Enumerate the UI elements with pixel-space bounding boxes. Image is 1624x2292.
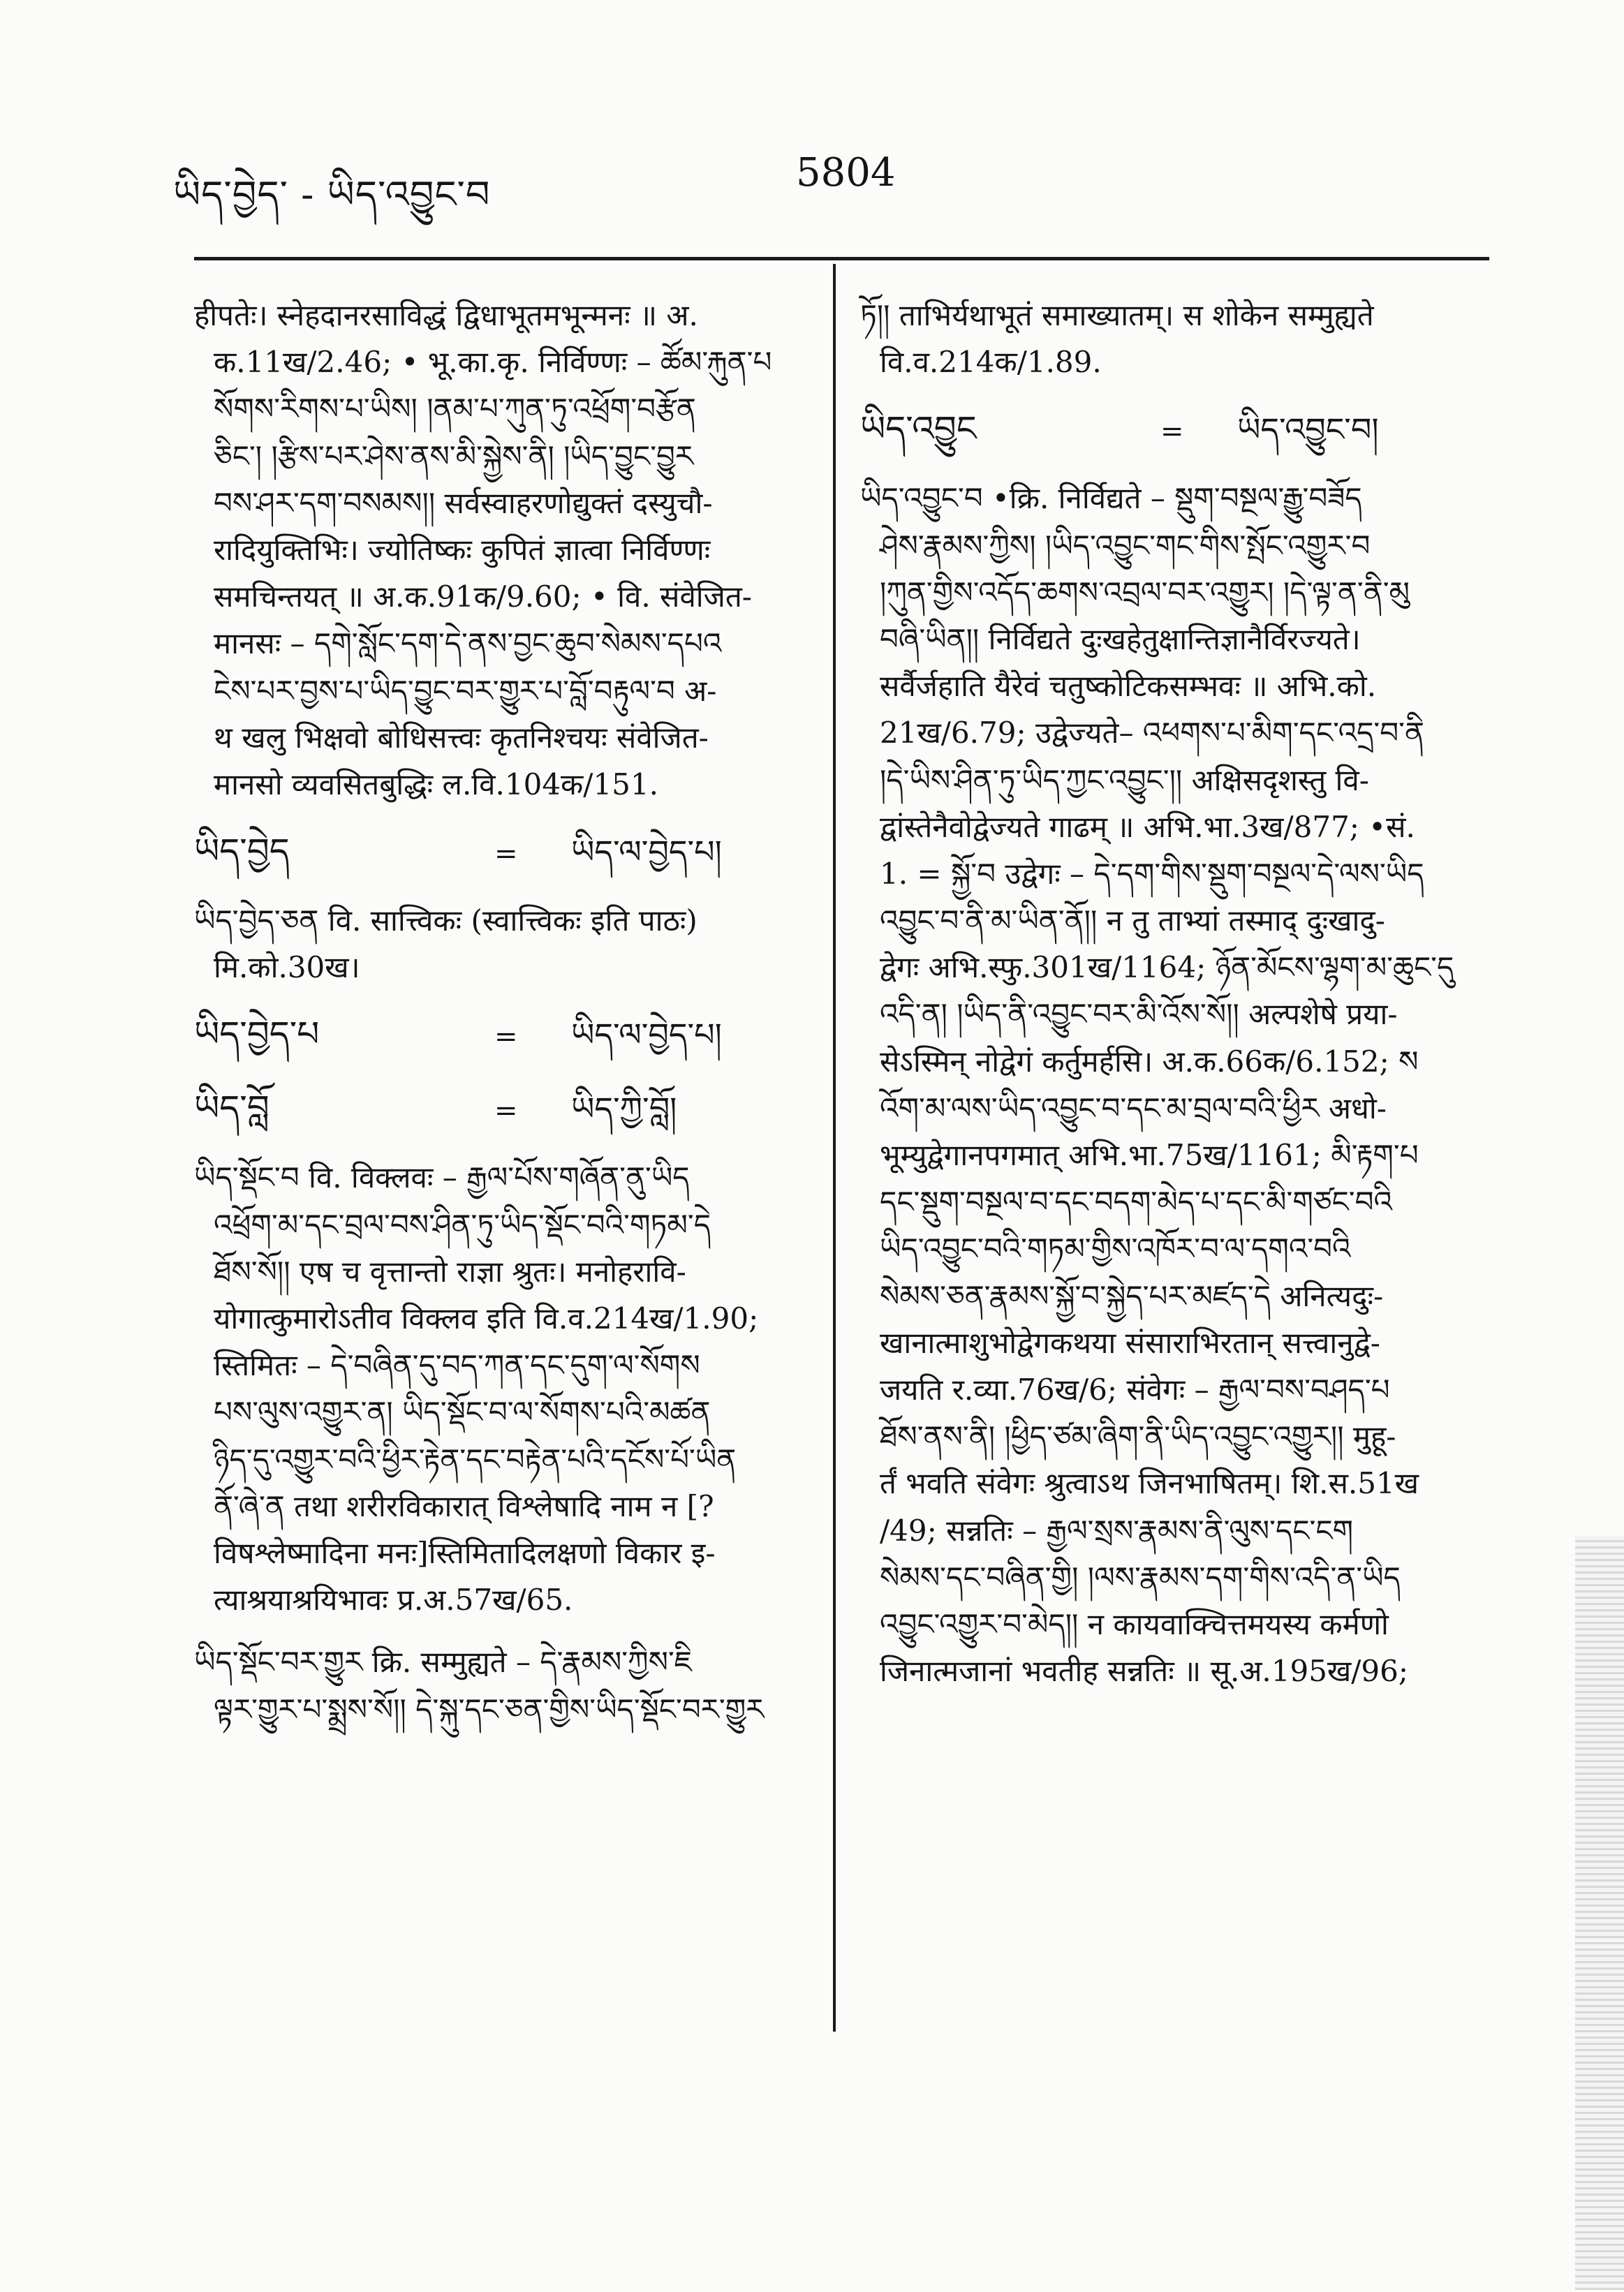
entry-line: रादियुक्तिभिः। ज्योतिष्कः कुपितं ज्ञात्वा निर्विण्णः [214,532,711,567]
entry-line: द्वांस्तेनैवोद्वेज्यते गाढम् ॥ अभि.भा.3ख/877; •सं. [880,809,1415,844]
entry-line: मानसः – དགེ་སློང་དག་དེ་ནས་བྱང་ཆུབ་སེམས་དཔའ [214,626,722,661]
entry-line: 1. = སྐྱོ་བ उद्वेगः – དེ་དག་གིས་སྡུག་བསྔལ་དེ་ལས་ཡིད [880,856,1424,891]
running-headword: ཡིད་བྱེད་ - ཡིད་འབྱུང་བ [173,172,491,216]
entry-line: ལྟར་གྱུར་པ་སྨྲས་སོ།། དེ་སྐུ་དང་ཅན་གྱིས་ཡིད་སྡོང་བར་གྱུར [214,1692,765,1727]
entry-line: ཐོས་ནས་ནི། །ཕྱིད་ཙམ་ཞིག་ནི་ཡིད་འབྱུང་འགྱུར།། मुहू- [880,1419,1396,1454]
entry-line: །ཀུན་གྱིས་འདོད་ཆགས་འབྲལ་བར་འགྱུར། །དེ་ལྟ་ན་ནི་མུ [880,575,1410,609]
cross-reference-entry [860,401,1489,457]
entry-line: हीपतेः। स्नेहदानरसाविद्धं द्विधाभूतमभून्मनः ॥ अ. [194,298,698,332]
entry-line: जयति र.व्या.76ख/6; संवेगः – རྒྱལ་བས་བཤད་པ [880,1372,1390,1407]
entry-line: विषश्लेष्मादिना मनः]स्तिमितादिलक्षणो विकार इ- [214,1535,716,1570]
dictionary-entry [194,1639,803,1732]
entry-line: सर्वैर्जहाति यैरेवं चतुष्कोटिकसम्भवः ॥ अभि.को. [880,669,1377,704]
entry-line: སོགས་རིགས་པ་ཡིས། །ནམ་པ་ཀུན་ཏུ་འཕྲོག་བརྩོན [214,392,696,427]
page-edge-scan-artifact [1575,1536,1624,2290]
entry-line: जिनात्मजानां भवतीह सन्नतिः ॥ सू.अ.195ख/96; [880,1654,1409,1689]
xref-headword: ཡིད་འབྱུང [860,408,977,450]
dictionary-entry [194,292,803,808]
xref-equals: = [494,1095,518,1127]
xref-equals: = [494,1021,518,1053]
header-rule [194,257,1489,260]
dictionary-entry [860,475,1489,1694]
entry-line: सेऽस्मिन् नोद्वेगं कर्तुमर्हसि। अ.क.66क/6.152; ས [880,1044,1419,1079]
entry-line: थ खलु भिक्षवो बोधिसत्त्वः कृतनिश्चयः संवेजित- [214,720,709,755]
entry-line: ངེས་པར་བྱས་པ་ཡིད་བྱུང་བར་གྱུར་པ་བློ་བརྟུལ་བ अ- [214,673,717,708]
dictionary-entry [194,1154,803,1623]
left-column [194,292,803,1748]
entry-line: །དེ་ཡིས་ཤིན་ཏུ་ཡིད་ཀྱང་འབྱུང་།། अक्षिसदृशस्तु वि- [880,762,1369,797]
entry-line: ཐོས་སོ།། एष च वृत्तान्तो राज्ञा श्रुतः। मनोहरावि- [214,1254,686,1289]
entry-line: मि.को.30ख। [214,950,360,985]
entry-line: ཏོ།། ताभिर्यथाभूतं समाख्यातम्। स शोकेन सम्मुह्यते [860,298,1374,332]
dictionary-entry [194,897,803,991]
cross-reference-entry [194,823,803,879]
xref-target: ཡིད་ལ་བྱེད་པ། [571,1016,722,1054]
xref-target: ཡིད་འབྱུང་བ། [1237,411,1379,449]
xref-headword: ཡིད་བྱེད་པ [194,1014,320,1055]
dictionary-entry [860,292,1489,385]
entry-line: भूम्युद्वेगानपगमात् अभि.भा.75ख/1161; མི་རྟག་པ [880,1138,1419,1172]
entry-line: བཞི་ཡིན།། निर्विद्यते दुःखहेतुक्षान्तिज्ञानैर्विरज्यते। [880,621,1361,656]
entry-line: ཡིད་སྡོང་བར་གྱུར क्रि. सम्मुह्यते – དེ་རྣམས་ཀྱིས་ཇི [194,1645,693,1680]
entry-line: त्याश्रयाश्रयिभावः प्र.अ.57ख/65. [214,1583,573,1618]
entry-line: ཤེས་རྣམས་ཀྱིས། །ཡིད་འབྱུང་གང་གིས་སྤོང་འགྱུར་བ [880,528,1371,563]
entry-line: /49; सन्नतिः – རྒྱལ་སྲས་རྣམས་ནི་ལུས་དང་ངག [880,1513,1354,1548]
entry-line: क.11ख/2.46; • भू.का.कृ. निर्विण्णः – ཚོམ་རྐུན་པ [214,345,772,380]
entry-line: པས་ལུས་འགྱུར་ན། ཡིད་སྡོང་བ་ལ་སོགས་པའི་མཚན [214,1395,711,1430]
entry-line: ནོ་ཞེ་ན तथा शरीरविकारात् विश्लेषादि नाम न [? [214,1488,714,1523]
right-column [860,292,1489,1710]
entry-line: स्तिमितः – དེ་བཞིན་དུ་བད་ཀན་དང་དུག་ལ་སོགས [214,1348,700,1383]
xref-headword: ཡིད་བློ [194,1088,270,1129]
column-divider [833,264,836,2032]
cross-reference-entry [194,1006,803,1062]
entry-line: ཡིད་བྱེད་ཅན वि. सात्त्विकः (स्वात्त्विकः इति पाठः) [194,903,697,938]
xref-target: ཡིད་ལ་བྱེད་པ། [571,833,722,871]
entry-line: समचिन्तयत् ॥ अ.क.91क/9.60; • वि. संवेजित- [214,579,752,614]
entry-line: ཅིང་། །རྩིས་པར་ཤེས་ནས་མི་སྐྱེས་ནི། །ཡིད་བྱུང་བྱུར [214,438,694,473]
xref-headword: ཡིད་བྱེད [194,831,290,872]
entry-line: འབྱུང་འགྱུར་བ་མེད།། न कायवाक्चित्तमयस्य कर्मणो [880,1606,1389,1641]
entry-line: खानात्माशुभोद्वेगकथया संसाराभिरतान् सत्त्वानुद्वे- [880,1325,1380,1360]
entry-line: བས་ཤར་དག་བསམས།། सर्वस्वाहरणोद्युक्तं दस्युचौ- [214,485,713,520]
entry-line: འདི་ན། །ཡིད་ནི་འབྱུང་བར་མི་འོས་སོ།། अल्पशेषे प्रया- [880,997,1398,1032]
entry-line: 21ख/6.79; उद्वेज्यते– འཕགས་པ་མིག་དང་འདྲ་བ་ནི [880,716,1425,751]
entry-line: ཡིད་སྡོང་བ वि. विक्लवः – རྒྱལ་པོས་གཞོན་ནུ་ཡིད [194,1160,690,1195]
cross-reference-entry [194,1080,803,1136]
entry-line: र्तं भवति संवेगः श्रुत्वाऽथ जिनभाषितम्। शि.स.51ख [880,1466,1419,1501]
xref-equals: = [1160,415,1184,448]
entry-line: སེམས་དང་བཞིན་གྱི། །ལས་རྣམས་དག་གིས་འདི་ན་ཡིད [880,1560,1401,1595]
entry-line: འོག་མ་ལས་ཡིད་འབྱུང་བ་དང་མ་བྲལ་བའི་ཕྱིར अधो- [880,1090,1387,1125]
entry-line: मानसो व्यवसितबुद्धिः ल.वि.104क/151. [214,767,658,801]
entry-line: ཡིད་འབྱུང་བའི་གཏམ་གྱིས་འཁོར་བ་ལ་དགའ་བའི [880,1232,1351,1266]
entry-line: वि.व.214क/1.89. [880,345,1102,380]
entry-line: དང་སྡུག་བསྔལ་བ་དང་བདག་མེད་པ་དང་མི་གཙང་བའི [880,1185,1392,1220]
entry-line: སེམས་ཅན་རྣམས་སྐྱོ་བ་སྐྱེད་པར་མཛད་དེ अनित्यदुः- [880,1278,1384,1313]
entry-line: འབྱུང་བ་ནི་མ་ཡིན་ནོ།། न तु ताभ्यां तस्माद् दुःखादु- [880,903,1385,938]
xref-equals: = [494,838,518,871]
page-number: 5804 [796,150,896,195]
entry-line: ཉིད་དུ་འགྱུར་བའི་ཕྱིར་རྟེན་དང་བརྟེན་པའི་དངོས་པོ་ཡིན [214,1442,737,1477]
entry-line: योगात्कुमारोऽतीव विक्लव इति वि.व.214ख/1.90; [214,1301,759,1336]
entry-line: ཡིད་འབྱུང་བ •क्रि. निर्विद्यते – སྡུག་བསྔལ་རྒྱུ་བཟོད [860,481,1362,516]
entry-line: འཕྲོག་མ་དང་བྲལ་བས་ཤིན་ཏུ་ཡིད་སྡོང་བའི་གཏམ་དེ [214,1207,711,1242]
xref-target: ཡིད་ཀྱི་བློ། [571,1090,677,1128]
entry-line: द्वेगः अभि.स्फु.301ख/1164; ཉོན་མོངས་ལྷག་མ་ཆུང་དུ [880,950,1454,985]
